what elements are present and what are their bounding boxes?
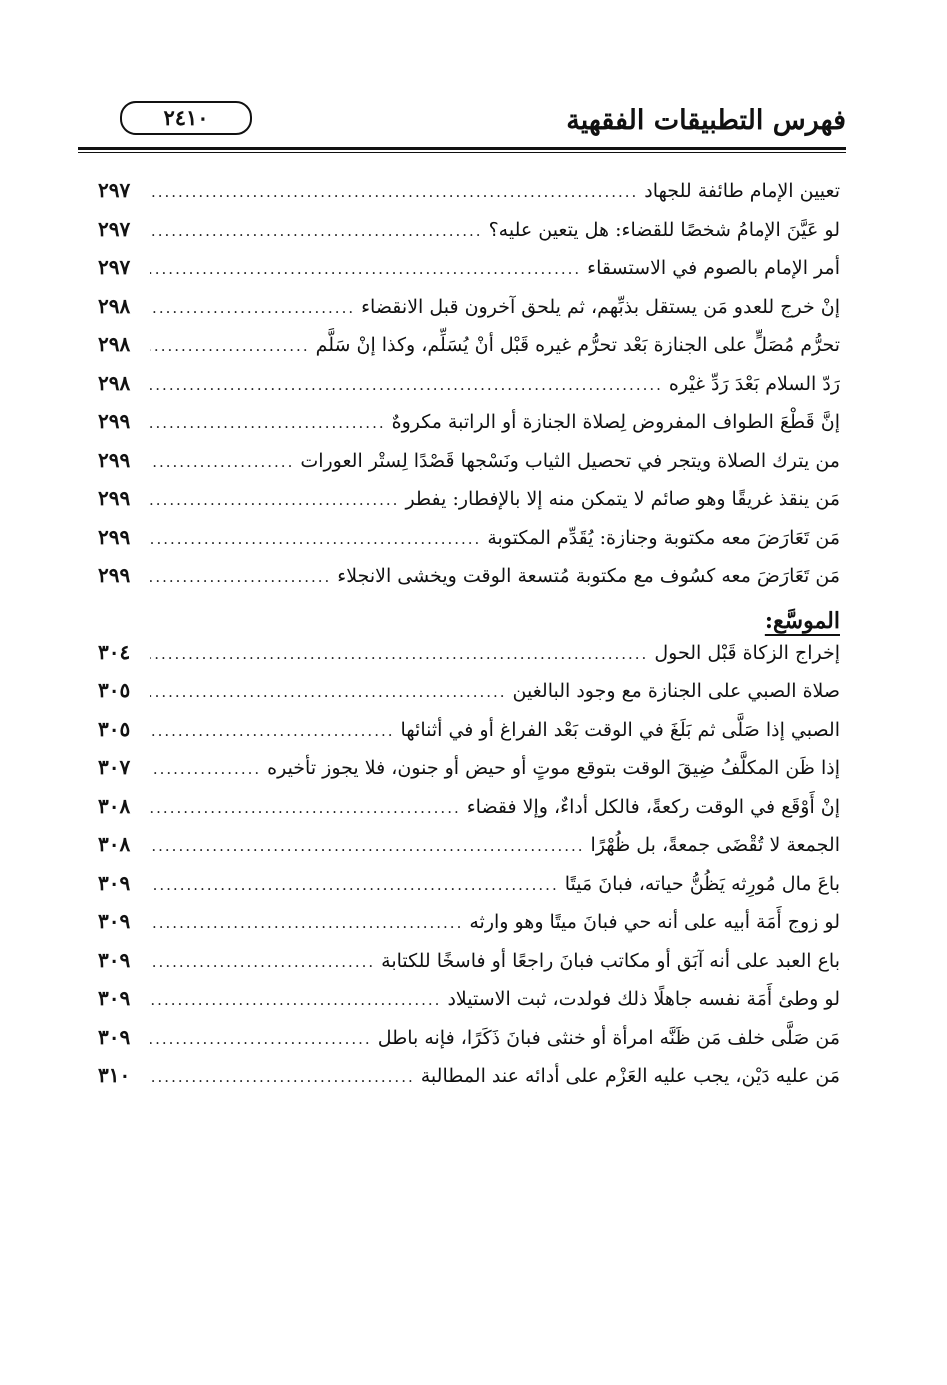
leader-dots [150,299,355,317]
entry-title: مَن تَعَارَضَ معه كسُوف مع مكتوبة مُتسعة الوقت ويخشى الانجلاء [337,565,840,587]
entry-page: ٢٩٨ [98,370,131,395]
leader-dots [150,222,483,240]
entry-title: باعَ مال مُورِثه يَظُنُّ حياته، فبانَ مَيتًا [564,872,840,895]
entry-page: ٣١٠ [98,1063,131,1087]
entry-page: ٢٩٩ [98,524,131,549]
entry-page: ٣٠٩ [98,909,131,933]
entry-page: ٣٠٧ [98,755,131,779]
entry-title: إذا ظَن المكلَّفُ ضِيقَ الوقت بتوقع موتٍ أو حيض أو جنون، فلا يجوز تأخيره [267,757,840,779]
entry-title: مَن تَعَارَضَ معه مكتوبة وجنازة: يُقَدِّم المكتوبة [487,526,840,549]
header-rule-thin [78,152,846,153]
index-entry [98,178,840,217]
entry-title: تعيين الإمام طائفة للجهاد [644,180,840,202]
leader-dots [150,760,261,778]
entry-page: ٣٠٩ [98,947,131,972]
entry-page: ٢٩٨ [98,293,131,318]
leader-dots [150,837,585,855]
index-entry [98,755,840,794]
entry-page: ٢٩٨ [98,332,131,356]
leader-dots [150,568,331,586]
entry-title: الجمعة لا تُقْضَى جمعةً، بل ظُهْرًا [590,834,840,856]
entry-title: لو زوج أَمَة أبيه على أنه حي فبانَ ميتًا وهو وارثه [469,911,840,933]
index-entry [98,486,840,525]
leader-dots [150,260,581,278]
section-heading-text: الموسَّع: [764,607,840,634]
entry-page: ٣٠٤ [98,639,131,664]
entry-title: لو عَيَّنَ الإمامُ شخصًا للقضاء: هل يتعين عليه؟ [488,218,840,241]
entry-page: ٢٩٩ [98,563,131,587]
index-entry [98,986,840,1025]
entry-title: صلاة الصبي على الجنازة مع وجود البالغين [512,680,840,702]
leader-dots [150,683,507,701]
entry-title: إنْ أَوْقَع في الوقت ركعةً، فالكل أداءٌ، وإلا فقضاء [466,795,840,818]
index-entry [98,640,840,679]
leader-dots [150,453,294,471]
index-entry [98,448,840,487]
index-entry [98,909,840,948]
leader-dots [150,645,648,663]
entry-page: ٣٠٨ [98,832,131,856]
leader-dots [150,914,463,932]
index-entry [98,217,840,256]
leader-dots [150,530,481,548]
entry-page: ٣٠٩ [98,986,131,1010]
entry-page: ٢٩٧ [98,216,131,241]
leader-dots [150,414,386,432]
index-entry [98,948,840,987]
entry-title: إنْ خرج للعدو مَن يستقل بذبِّهم، ثم يلحق آخرون قبل الانقضاء [361,295,840,318]
leader-dots [150,876,559,894]
index-entry [98,294,840,333]
entry-page: ٣٠٨ [98,793,131,818]
entry-title: أمر الإمام بالصوم في الاستسقاء [587,257,840,279]
leader-dots [150,491,399,509]
index-entry [98,871,840,910]
entry-page: ٣٠٥ [98,716,131,741]
entry-page: ٢٩٩ [98,486,131,510]
entry-page: ٣٠٩ [98,870,131,895]
header-rule-thick [78,147,846,150]
index-entry [98,832,840,871]
leader-dots [150,799,461,817]
entry-title: مَن صَلَّى خلف مَن ظَنَّه امرأة أو خنثى فبانَ ذَكَرًا، فإنه باطل [377,1026,840,1049]
index-entry [98,563,840,602]
entry-page: ٣٠٩ [98,1024,131,1049]
index-entry [98,1063,840,1102]
index-entry [98,717,840,756]
leader-dots [150,722,395,740]
leader-dots [150,1068,415,1086]
index-list [98,178,840,1102]
entry-title: إخراج الزكاة قَبْل الحول [654,641,840,664]
index-entry [98,371,840,410]
index-entry [98,678,840,717]
entry-title: مَن ينقذ غريقًا وهو صائم لا يتمكن منه إلا بالإفطار: يفطر [405,488,840,510]
book-title: فهرس التطبيقات الفقهية [566,105,846,136]
page-header [78,95,846,151]
entry-title: إنَّ قَطْعَ الطواف المفروض لِصلاة الجنازة أو الراتبة مكروهٌ [391,411,840,433]
section-heading [98,602,840,640]
entry-title: مَن عليه دَيْن، يجب عليه العَزْم على أدائه عند المطالبة [420,1065,840,1087]
entry-title: رَدّ السلام بَعْدَ رَدِّ غيْره [668,372,840,395]
entry-page: ٢٩٩ [98,409,131,433]
index-entry [98,525,840,564]
entry-title: الصبي إذا صَلَّى ثم بَلَغَ في الوقت بَعْد الفراغ أو في أثنائها [400,718,840,741]
page-number-badge: ٢٤١٠ [120,101,252,135]
index-entry [98,794,840,833]
leader-dots [150,183,638,201]
index-entry [98,409,840,448]
leader-dots [150,337,310,355]
index-entry [98,332,840,371]
index-entry [98,255,840,294]
entry-title: لو وطئ أَمَة نفسه جاهلًا ذلك فولدت، ثبت الاستيلاد [447,988,840,1010]
entry-page: ٢٩٧ [98,178,131,202]
entry-page: ٢٩٩ [98,447,131,472]
leader-dots [150,953,375,971]
index-entry [98,1025,840,1064]
entry-title: من يترك الصلاة ويتجر في تحصيل الثياب ونَسْجها قَصْدًا لِستْر العورات [300,449,840,472]
leader-dots [150,1030,372,1048]
leader-dots [150,376,663,394]
entry-page: ٢٩٧ [98,255,131,279]
leader-dots [150,991,441,1009]
entry-page: ٣٠٥ [98,678,131,702]
entry-title: تحرُّم مُصَلٍّ على الجنازة بَعْد تحرُّم غيره قَبْل أنْ يُسَلِّم، وكذا إنْ سَلَّم [315,334,840,356]
entry-title: باع العبد على أنه آبَق أو مكاتب فبانَ راجعًا أو فاسخًا للكتابة [381,949,840,972]
